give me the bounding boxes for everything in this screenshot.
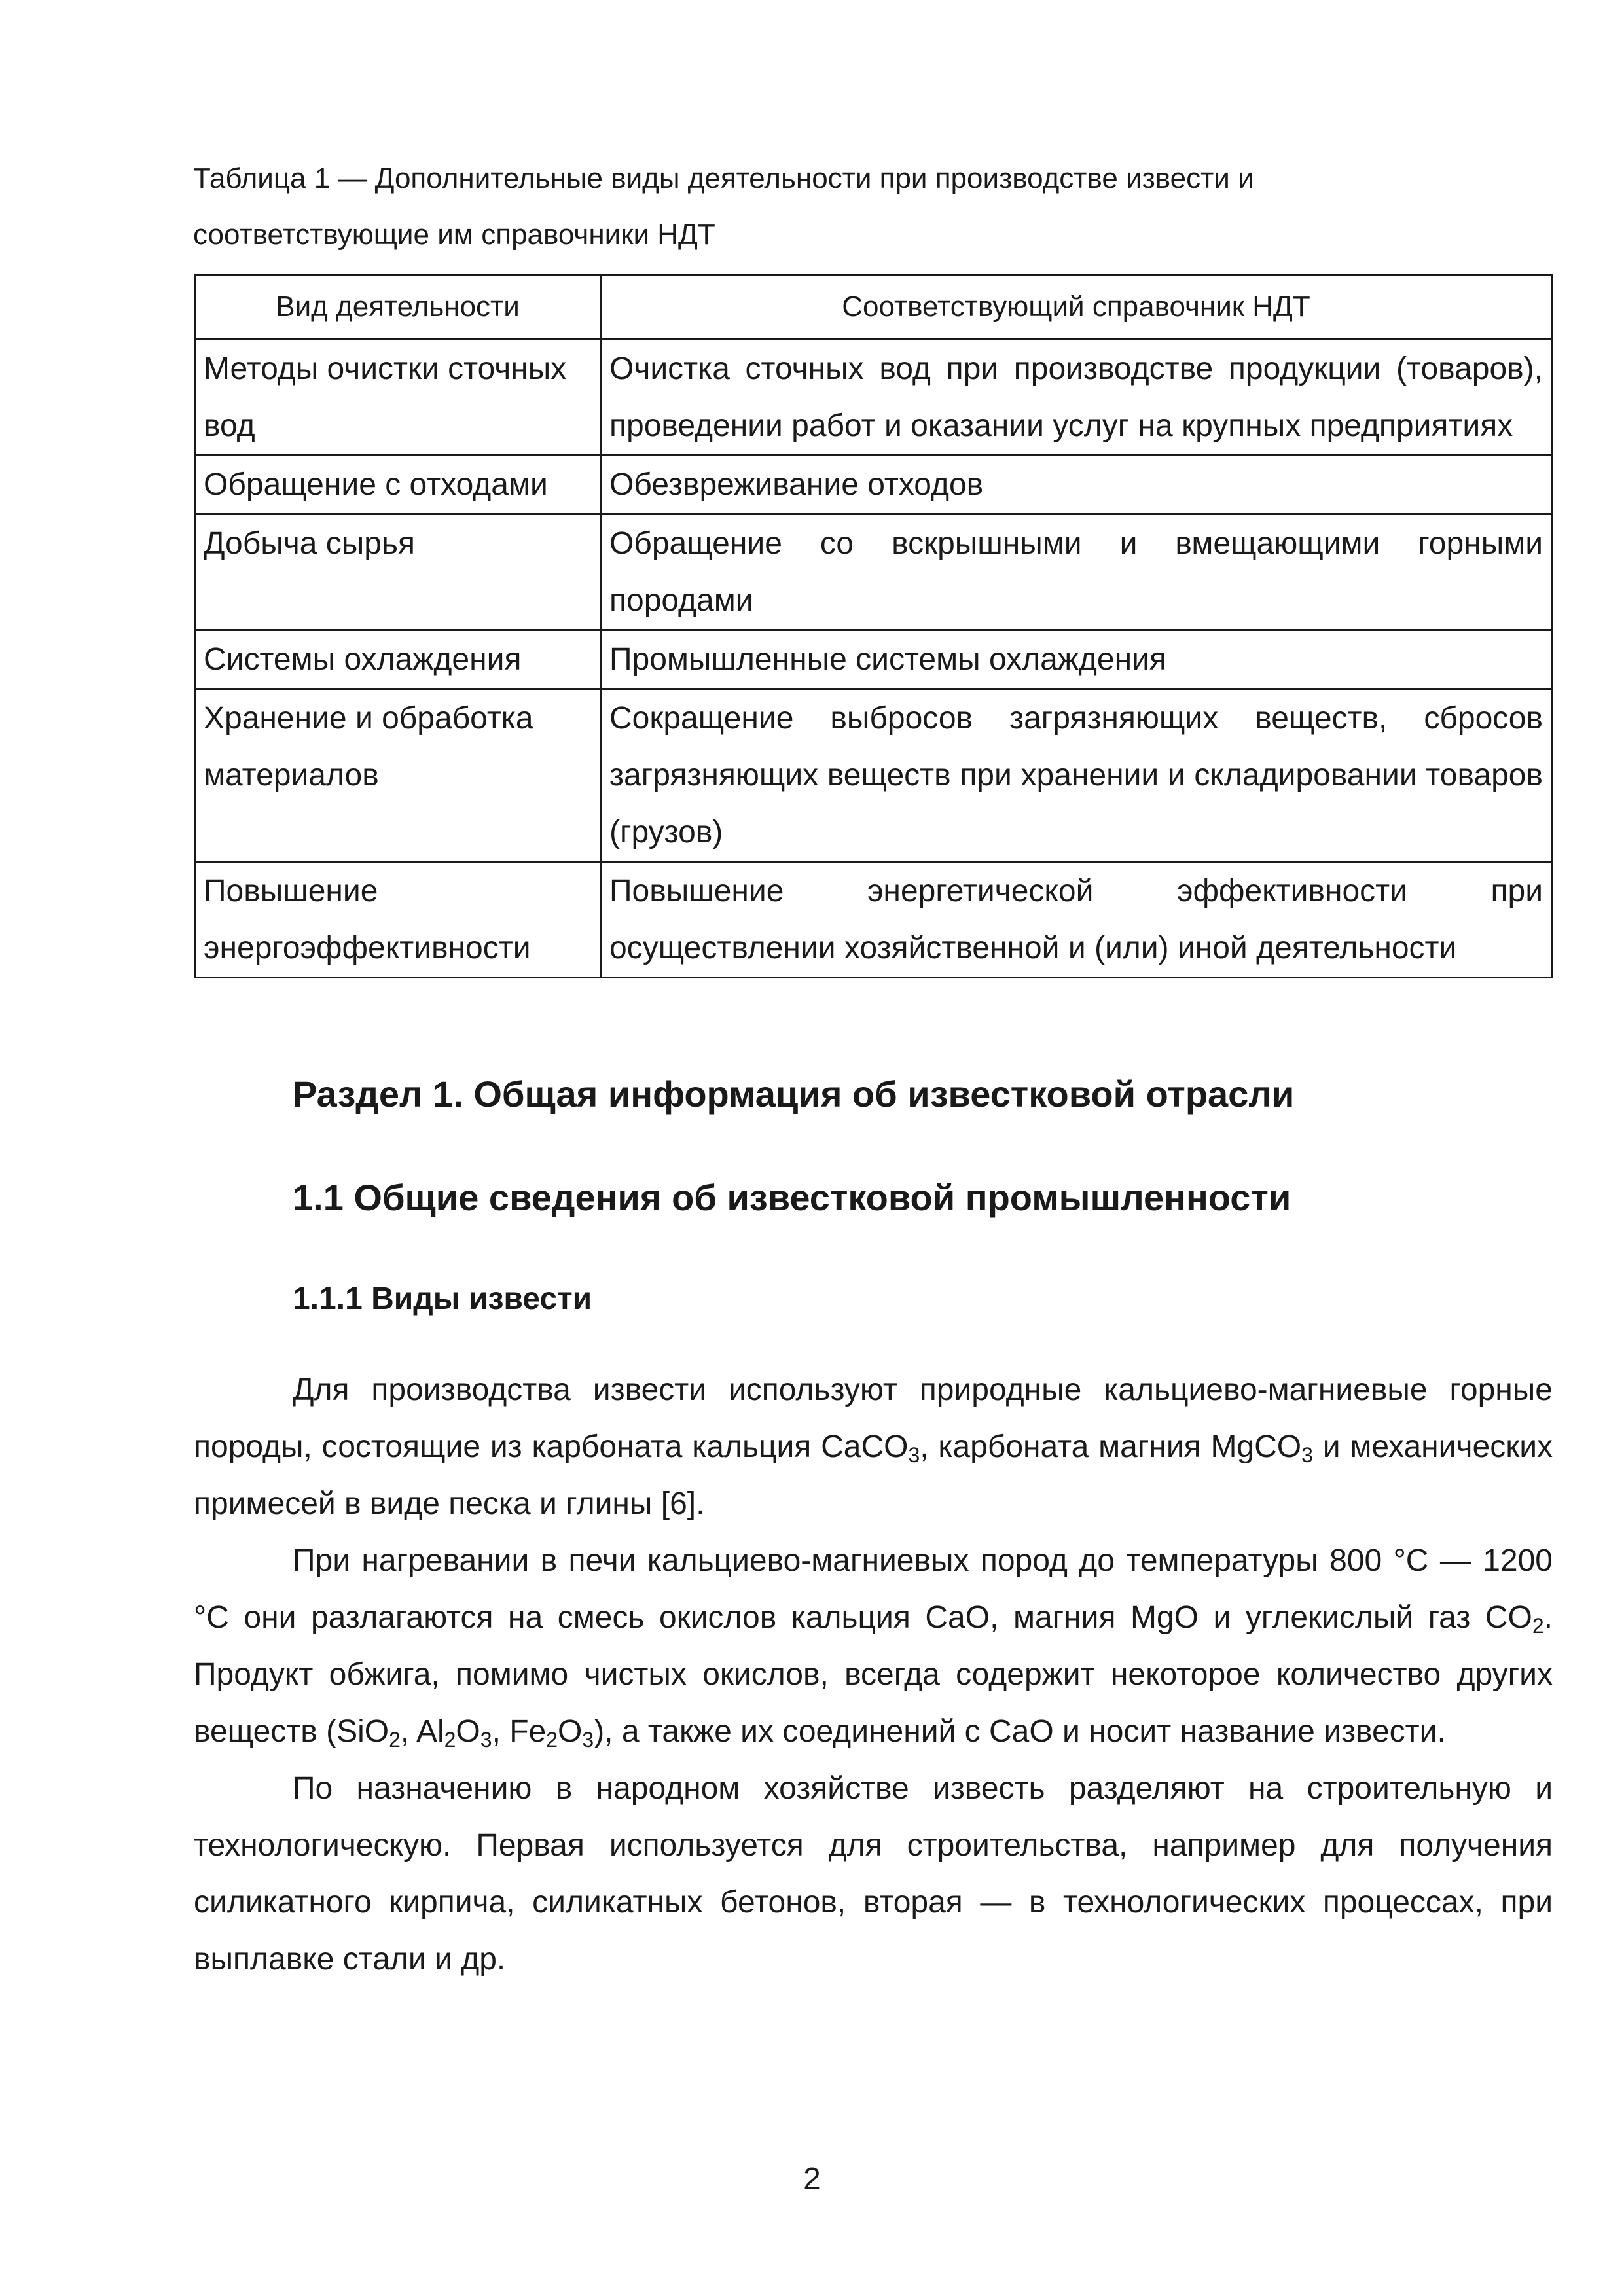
paragraph-raw-materials: Для производства извести используют природные кальциево-магниевые горные породы, состоящие из карбоната кальция CaCO$_3$, карбоната магния MgCO$_3$ и механических примесей в виде песка и глины [6]. xyxy=(194,1372,1553,1521)
paragraph-purpose: По назначению в народном хозяйстве известь разделяют на строительную и технологическую. Первая используется для строительства, например для получения силикатного кирпича, силикатных бетонов, вторая — в технологических процессах, при выплавке стали и др. xyxy=(194,1771,1553,1977)
paragraph-decomposition: При нагревании в печи кальциево-магниевых пород до температуры 800 °C — 1200 °C они разлагаются на смесь окислов кальция CaO, магния MgO и углекислый газ $CO_2$. Продукт обжига, помимо чистых окислов, всегда содержит некоторое количество других веществ (SiO$_2$, $Al_2O_3$, $Fe_2O_3$), а также их соединений с CaO и носит название извести. xyxy=(194,1543,1553,1751)
table-row xyxy=(195,630,1552,689)
section-heading: Раздел 1. Общая информация об известковой отрасли xyxy=(293,1073,1295,1115)
subsubsection-heading: 1.1.1 Виды извести xyxy=(293,1282,592,1316)
table-row xyxy=(195,689,1552,862)
subsection-heading: 1.1 Общие сведения об известковой промышленности xyxy=(293,1177,1291,1218)
body-text xyxy=(194,1361,1553,1988)
table-cell-activity: Хранение и обработка материалов xyxy=(195,689,601,862)
table-row xyxy=(195,456,1552,514)
table-cell-reference: Очистка сточных вод при производстве продукции (товаров), проведении работ и оказании услуг на крупных предприятиях xyxy=(601,340,1552,456)
table-header-row xyxy=(195,275,1552,340)
table-cell-activity: Системы охлаждения xyxy=(195,630,601,689)
table-header-reference: Соответствующий справочник НДТ xyxy=(601,275,1552,340)
table-cell-activity: Добыча сырья xyxy=(195,514,601,630)
table-cell-reference: Сокращение выбросов загрязняющих веществ, сбросов загрязняющих веществ при хранении и складировании товаров (грузов) xyxy=(601,689,1552,862)
table-cell-reference: Повышение энергетической эффективности при осуществлении хозяйственной и (или) иной деятельности xyxy=(601,862,1552,978)
table-caption-line-2: соответствующие им справочники НДТ xyxy=(193,219,715,251)
table-cell-reference: Обезвреживание отходов xyxy=(601,456,1552,514)
table-cell-activity: Методы очистки сточных вод xyxy=(195,340,601,456)
table-cell-activity: Повышение энергоэффективности xyxy=(195,862,601,978)
table-header-activity: Вид деятельности xyxy=(195,275,601,340)
table-cell-reference: Промышленные системы охлаждения xyxy=(601,630,1552,689)
table-row xyxy=(195,340,1552,456)
table-cell-reference: Обращение со вскрышными и вмещающими горными породами xyxy=(601,514,1552,630)
page-number: 2 xyxy=(803,2162,821,2197)
table-row xyxy=(195,514,1552,630)
table-caption-line-1: Таблица 1 — Дополнительные виды деятельности при производстве извести и xyxy=(193,162,1254,194)
table-caption xyxy=(193,151,1555,263)
activities-table xyxy=(194,274,1553,978)
table-cell-activity: Обращение с отходами xyxy=(195,456,601,514)
table-row xyxy=(195,862,1552,978)
